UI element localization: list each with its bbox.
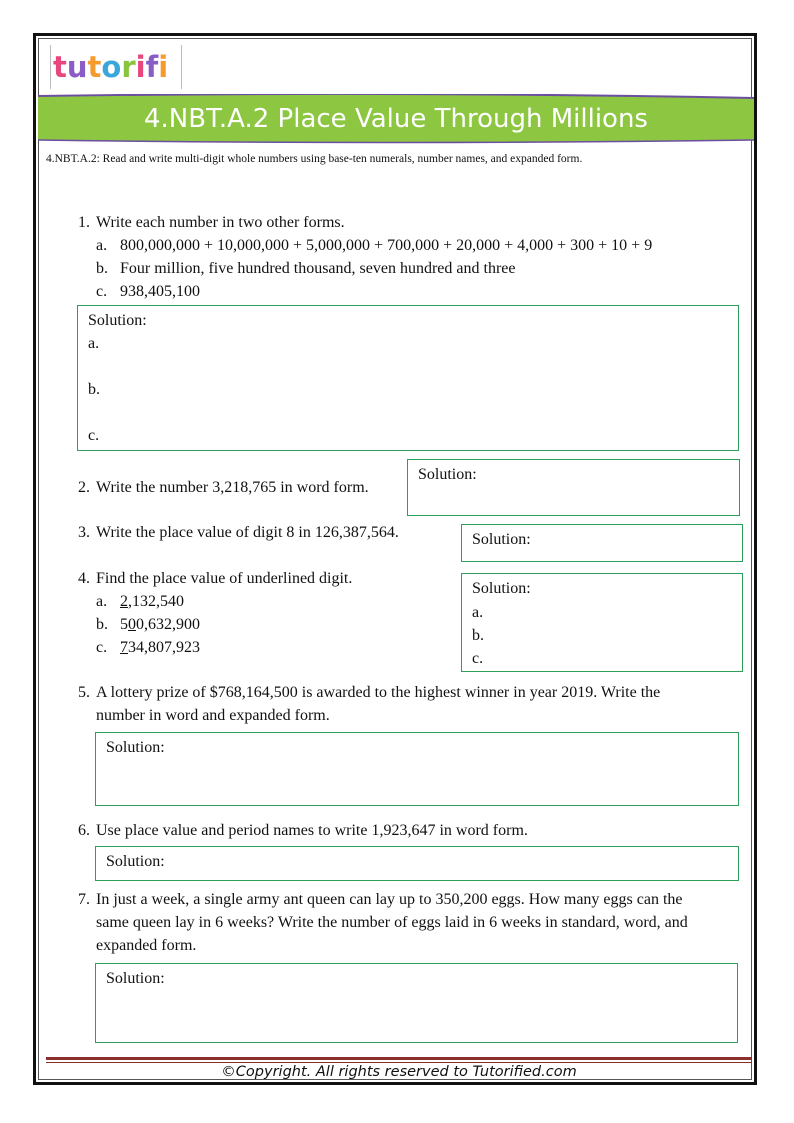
footer-rule [46,1057,752,1060]
option-letter: c. [96,283,108,300]
solution-label: Solution: [418,466,477,483]
solution-line-a: a. [472,604,484,621]
underlined-digit: 0 [128,616,136,633]
option-letter: b. [96,616,108,633]
logo-letter: f [145,50,159,84]
tutorified-logo [50,45,182,89]
question-text: Use place value and period names to write 1,923,647 in word form. [96,822,528,839]
question-text: Write each number in two other forms. [96,214,345,231]
footer-rule-thin [46,1062,752,1063]
copyright-text: ©Copyright. All rights reserved to Tutorified.com [221,1064,577,1080]
logo-letter: t [53,50,67,84]
question-number: 4. [78,570,90,587]
solution-label: Solution: [106,739,165,756]
solution-line-a: a. [88,335,100,352]
solution-label: Solution: [472,580,531,597]
question-number: 2. [78,479,90,496]
solution-label: Solution: [88,312,147,329]
q7-solution-box[interactable] [95,963,738,1043]
question-text: Find the place value of underlined digit. [96,570,353,587]
option-number: 2,132,540 [120,593,184,610]
option-letter: c. [96,639,108,656]
question-number: 5. [78,684,90,701]
question-number: 6. [78,822,90,839]
logo-letter: r [121,50,136,84]
standard-description: 4.NBT.A.2: Read and write multi-digit whole numbers using base-ten numerals, number names, and expanded form. [46,153,583,165]
option-number: 734,807,923 [120,639,200,656]
underlined-digit: 7 [120,639,128,656]
question-number: 3. [78,524,90,541]
question-text: Write the place value of digit 8 in 126,387,564. [96,524,399,541]
underlined-digit: 2 [120,593,128,610]
q4-solution-box[interactable] [461,573,743,672]
option-number: 500,632,900 [120,616,200,633]
option-text: 938,405,100 [120,283,200,300]
option-text: 800,000,000 + 10,000,000 + 5,000,000 + 700,000 + 20,000 + 4,000 + 300 + 10 + 9 [120,237,653,254]
question-text-line-1: In just a week, a single army ant queen can lay up to 350,200 eggs. How many eggs can the [96,891,683,908]
question-text: Write the number 3,218,765 in word form. [96,479,369,496]
solution-label: Solution: [106,853,165,870]
logo-letter: u [66,50,88,84]
logo-letter: t [87,50,102,84]
solution-line-b: b. [88,381,100,398]
page-title: 4.NBT.A.2 Place Value Through Millions [144,104,648,134]
q3-solution-box[interactable] [461,524,743,562]
question-text-line-2: number in word and expanded form. [96,707,330,724]
option-letter: a. [96,593,108,610]
option-letter: a. [96,237,108,254]
logo-letter: o [101,50,122,84]
solution-line-b: b. [472,627,484,644]
question-text-line-2: same queen lay in 6 weeks? Write the number of eggs laid in 6 weeks in standard, word, and [96,914,688,931]
q1-solution-box[interactable] [77,305,739,451]
logo-letter: i [135,50,146,84]
question-number: 7. [78,891,90,908]
solution-label: Solution: [106,970,165,987]
solution-line-c: c. [472,650,484,667]
option-letter: b. [96,260,108,277]
option-text: Four million, five hundred thousand, seven hundred and three [120,260,516,277]
solution-label: Solution: [472,531,531,548]
question-text-line-1: A lottery prize of $768,164,500 is awarded to the highest winner in year 2019. Write the [96,684,661,701]
q5-solution-box[interactable] [95,732,739,806]
q6-solution-box[interactable] [95,846,739,881]
solution-line-c: c. [88,427,100,444]
q2-solution-box[interactable] [407,459,740,516]
question-number: 1. [78,214,90,231]
logo-letter: i [158,50,169,84]
question-text-line-3: expanded form. [96,937,197,954]
